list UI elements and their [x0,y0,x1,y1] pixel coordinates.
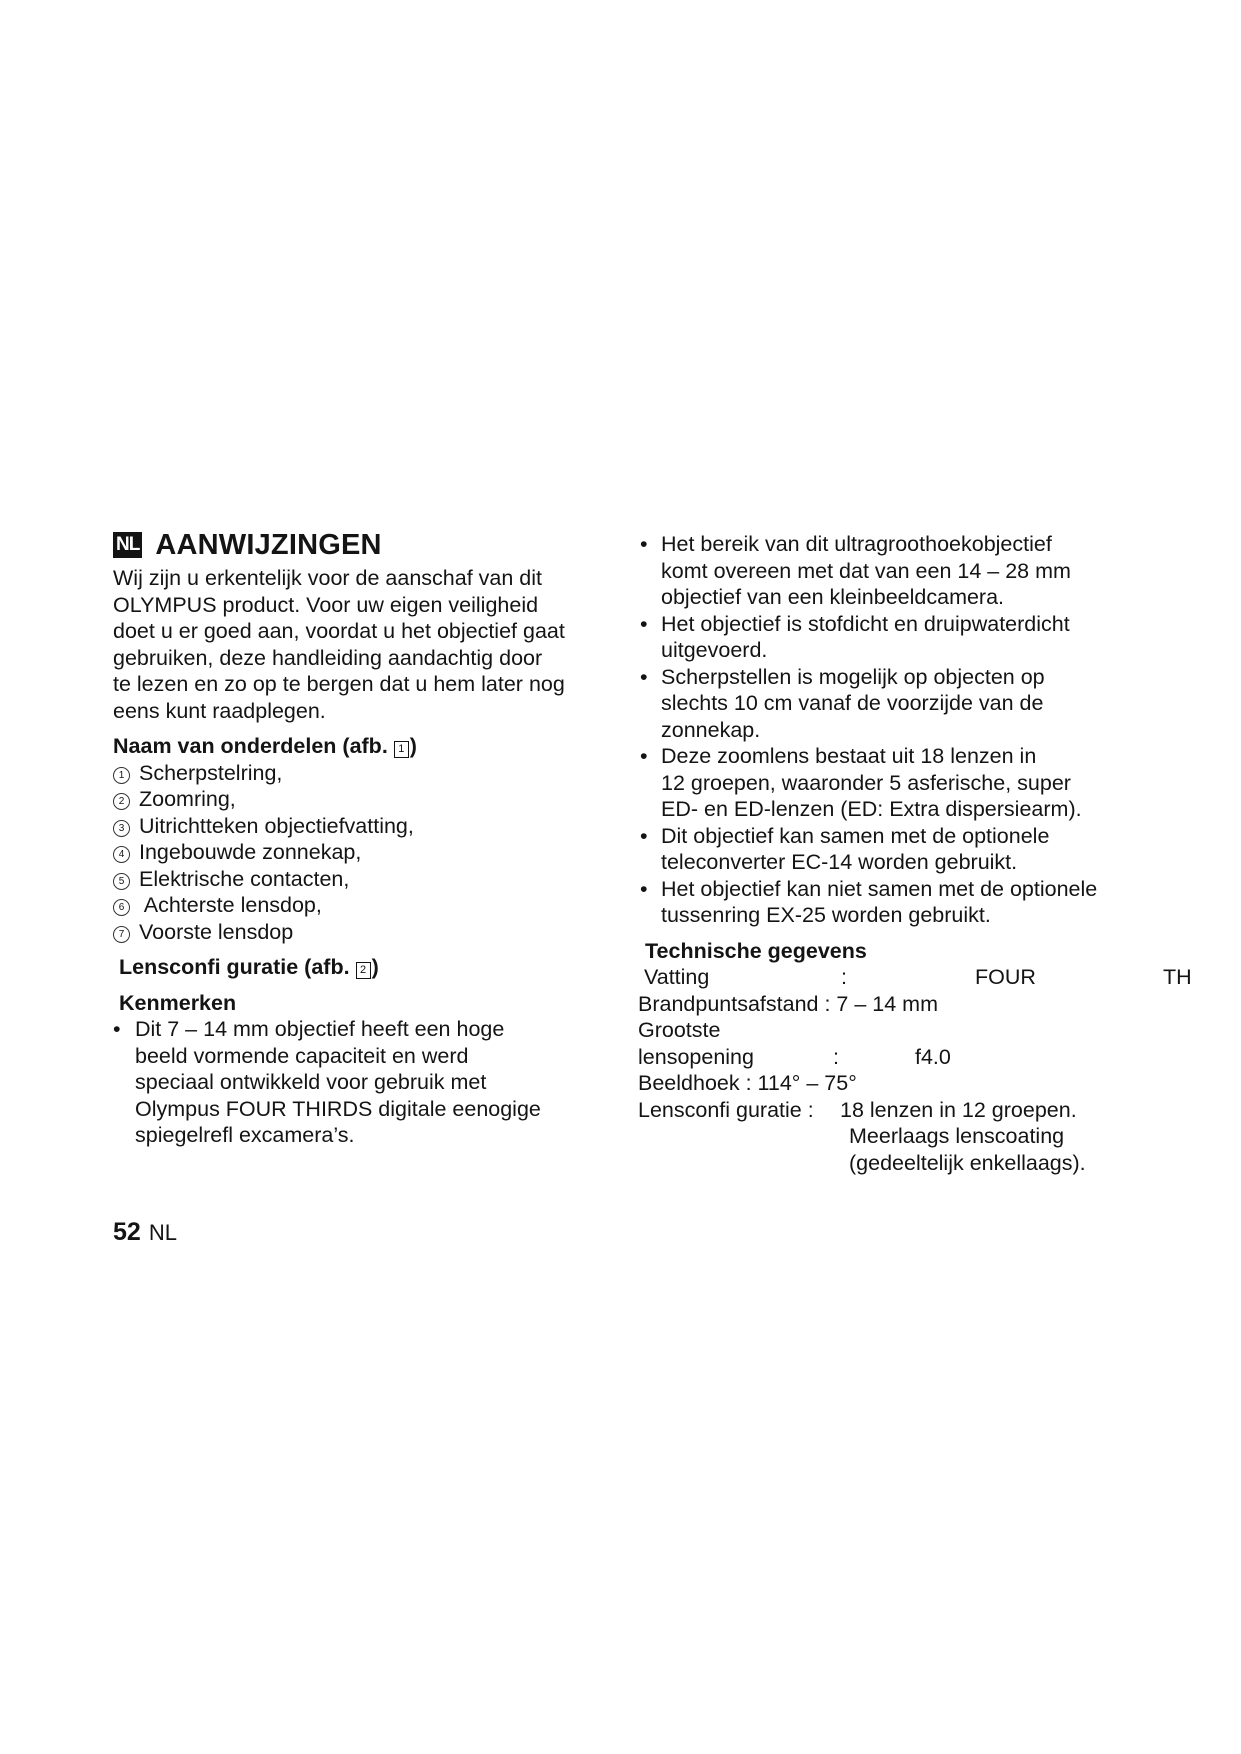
spec-value: FOUR [975,965,1036,989]
tech-specs-heading: Technische gegevens [645,938,867,963]
features-heading: Kenmerken [119,990,237,1015]
parts-item-label: Scherpstelring, [139,760,283,785]
parts-heading [113,733,613,760]
parts-item-label: Elektrische contacten, [139,866,350,891]
section-title-row [113,527,613,563]
bullet-line: • Het bereik van dit ultragroothoekobjectief [661,532,1052,556]
spec-row-lensconf [638,1097,1198,1124]
spec-colon: : [833,1044,839,1069]
parts-item-label: Achterste lensdop, [139,893,322,917]
spec-row-mount [638,964,1198,991]
spec-value: f4.0 [915,1044,951,1069]
intro-line: eens kunt raadplegen. [113,698,326,723]
right-column [638,531,1198,1176]
circled-number-icon: 7 [113,926,130,943]
spec-row-focal [638,991,1198,1018]
intro-line: doet u er goed aan, voordat u het objectief gaat [113,619,565,643]
parts-item [113,786,613,813]
bullet-line: • Dit 7 – 14 mm objectief heeft een hoge [135,1017,505,1041]
spec-text: Grootste [638,1018,721,1042]
page-footer [113,1218,177,1247]
left-column [113,527,613,1149]
intro-paragraph [113,565,613,724]
bullet-line: spiegelrefl excamera’s. [135,1123,355,1147]
bullet-item [638,823,1198,876]
bullet-line: 12 groepen, waaronder 5 asferische, super [661,770,1071,795]
spec-colon: : [841,965,847,989]
circled-number-icon: 1 [113,767,130,784]
parts-item [113,760,613,787]
lensconf-heading [119,954,613,981]
bullet-item [638,876,1198,929]
spec-row-aperture-label [638,1017,1198,1044]
circled-number-icon: 2 [113,793,130,810]
intro-line: OLYMPUS product. Voor uw eigen veiligheid [113,592,539,617]
parts-list [113,760,613,946]
circled-number-icon: 4 [113,846,130,863]
bullet-item [638,743,1198,823]
bullet-line: zonnekap. [661,717,761,742]
lensconf-heading-text: Lensconfi guratie (afb. [119,955,350,979]
intro-line: Wij zijn u erkentelijk voor de aanschaf van dit [113,566,543,590]
parts-item [113,839,613,866]
features-list-left [113,1016,613,1149]
page-title: AANWIJZINGEN [155,528,382,561]
bullet-line: • Het objectief is stofdicht en druipwaterdicht [661,611,1070,636]
spec-value-cut: TH [1163,965,1192,989]
spec-row-coating [638,1123,1198,1150]
bullet-item [113,1016,613,1149]
bullet-item [638,611,1198,664]
circled-number-icon: 3 [113,820,130,837]
spec-text: Brandpuntsafstand : 7 – 14 mm [638,991,938,1016]
footer-language: NL [148,1220,177,1245]
bullet-line: beeld vormende capaciteit en werd [135,1043,469,1068]
bullet-item [638,531,1198,611]
circled-number-icon: 6 [113,899,130,916]
parts-item [113,813,613,840]
bullet-line: • Het objectief kan niet samen met de optionele [661,876,1098,901]
spec-label: Vatting [644,965,710,989]
figure-ref-icon: 1 [394,741,409,758]
bullet-line: speciaal ontwikkeld voor gebruik met [135,1070,487,1094]
parts-item-label: Zoomring, [139,787,236,811]
intro-line: te lezen en zo op te bergen dat u hem later nog [113,672,565,696]
page-number: 52 [113,1218,141,1246]
spec-value: Meerlaags lenscoating [849,1124,1065,1148]
spec-row-coating-2 [638,1150,1198,1177]
parts-heading-close: ) [409,734,417,758]
parts-item-label: Ingebouwde zonnekap, [139,840,362,864]
bullet-line: uitgevoerd. [661,638,768,662]
spec-text: Beeldhoek : 114° – 75° [638,1071,857,1095]
parts-item-label: Voorste lensdop [139,919,294,944]
bullet-line: slechts 10 cm vanaf de voorzijde van de [661,691,1044,715]
figure-ref-icon: 2 [356,962,371,979]
features-list-right [638,531,1198,929]
spec-label: lensopening [638,1044,754,1069]
bullet-line: objectief van een kleinbeeldcamera. [661,585,1005,609]
bullet-item [638,664,1198,744]
spec-row-angle [638,1070,1198,1097]
bullet-line: tussenring EX-25 worden gebruikt. [661,903,991,927]
bullet-line: komt overeen met dat van een 14 – 28 mm [661,558,1071,583]
spec-label: Lensconfi guratie : [638,1097,814,1122]
bullet-line: Olympus FOUR THIRDS digitale eenogige [135,1096,541,1121]
lensconf-heading-close: ) [371,955,379,979]
parts-item [113,919,613,946]
spec-value: 18 lenzen in 12 groepen. [840,1097,1077,1122]
bullet-line: • Dit objectief kan samen met de optionele [661,823,1050,848]
parts-item [113,866,613,893]
bullet-line: teleconverter EC-14 worden gebruikt. [661,850,1018,874]
language-badge: NL [113,532,142,558]
intro-line: gebruiken, deze handleiding aandachtig door [113,645,543,670]
spec-value: (gedeeltelijk enkellaags). [849,1150,1086,1175]
spec-row-aperture [638,1044,1198,1071]
parts-item [113,892,613,919]
parts-item-label: Uitrichtteken objectiefvatting, [139,813,414,838]
circled-number-icon: 5 [113,873,130,890]
bullet-line: • Deze zoomlens bestaat uit 18 lenzen in [661,744,1037,768]
parts-heading-text: Naam van onderdelen (afb. [113,734,388,758]
bullet-line: ED- en ED-lenzen (ED: Extra dispersiearm). [661,797,1082,821]
bullet-line: • Scherpstellen is mogelijk op objecten op [661,664,1045,689]
